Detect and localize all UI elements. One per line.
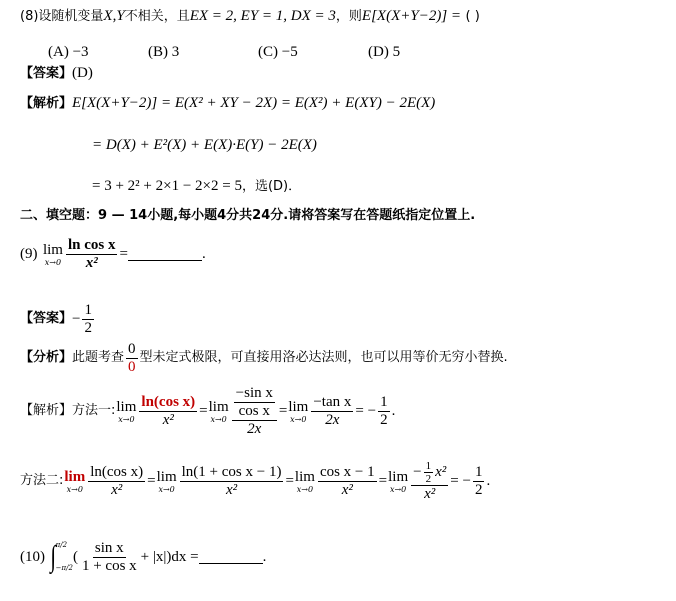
q8-derivation-1: E[X(X+Y−2)] = E(X² + XY − 2X) = E(X²) + E(XY) − 2E(X) (72, 95, 436, 111)
q9-m1-result-den: 2 (380, 411, 388, 428)
q10-lower-limit: −π/2 (55, 564, 73, 572)
q10-dot: . (262, 549, 267, 565)
q9-fenxi-post: 型未定式极限，可直接用洛必达法则，也可以用等价无穷小替换. (139, 350, 508, 365)
q9-fenxi-fraction (126, 341, 138, 376)
q9-m1-frac-1-den: x² (162, 411, 174, 428)
q10-plus-abs: + |x|)dx = (140, 549, 199, 565)
q9-m1-frac-1-num: ln(cos x) (141, 393, 196, 410)
q9-m2-frac-4-den: x² (424, 485, 436, 502)
q10-open-paren: ( (72, 549, 78, 565)
q10-integral (49, 541, 73, 573)
q9-m1-result-sign: = − (355, 403, 377, 419)
q9-m2-result-sign: = − (450, 473, 471, 489)
q8-derivation-2: = D(X) + E²(X) + E(X)·E(Y) − 2E(X) (92, 137, 317, 153)
q9-m1-result-num: 1 (380, 393, 388, 410)
q8-paren: ( ) (465, 9, 480, 24)
q9-m1-frac-1 (139, 394, 197, 429)
q9-m1-frac-3-den: 2x (325, 411, 340, 428)
q9-lim-sub: x→0 (44, 257, 62, 267)
q9-answer (20, 298, 96, 340)
q9-fenxi-pre: 此题考查 (72, 350, 125, 365)
q9-m2-frac-2-num: ln(1 + cos x − 1) (181, 463, 282, 480)
q8-expr: E[X(X+Y−2)] = (361, 8, 462, 24)
q9-m2-lim-2: lim x→0 (156, 468, 177, 494)
q9-method-1-label: 【解析】方法一: (20, 403, 116, 418)
q9-m2-frac-3-num: cos x − 1 (319, 463, 375, 480)
question-9-stem (20, 234, 206, 274)
q10-fraction (80, 540, 139, 575)
q9-m1-frac-2-num-top: −sin x (235, 384, 273, 401)
q9-m2-frac-3 (318, 464, 377, 499)
question-8-stem (20, 6, 480, 27)
q9-m2-frac-4-num (411, 460, 448, 486)
q9-m1-lim-2: lim x→0 (208, 398, 229, 424)
q9-denominator: x² (85, 254, 98, 271)
q9-m1-lim-3: lim x→0 (288, 398, 309, 424)
q8-stem-suffix: ，则 (335, 9, 362, 24)
q8-analysis-label: 【解析】 (20, 96, 73, 111)
q8-option-b: (B) 3 (148, 44, 180, 60)
q9-numerator: ln cos x (67, 236, 116, 253)
q8-option-d: (D) 5 (368, 44, 401, 60)
q10-number: (10) (20, 549, 45, 565)
q8-derivation-3-math: = 3 + 2² + 2×1 − 2×2 = 5 (92, 178, 242, 194)
q9-method-2: 方法二: lim x→0 $\frac{\text{ln(cos x)}}{\text{x²}}$ = lim x→0 $\frac{\text{ln(1 + cos x − 1)}}{\text{x²}}$ = lim x→0 $\frac{\text{cos x − 1}}{\text{x²}}$ = lim x→0 − $\frac{1}{2}$ x² x² = − $\frac{1}{2}$ . (20, 459, 491, 502)
q9-m2-frac-2-den: x² (225, 481, 238, 498)
q9-m2-result-num: 1 (474, 463, 483, 480)
q8-vars: X,Y (103, 8, 125, 24)
q9-method-2-label: 方法二: (20, 473, 64, 488)
q9-m2-half-den: 2 (425, 472, 432, 485)
q9-m1-lim-1: lim x→0 (116, 398, 137, 424)
q9-m1-frac-2-den: 2x (247, 420, 262, 437)
q9-answer-sign: − (72, 311, 81, 327)
q9-m1-frac-2 (232, 385, 277, 438)
q9-m2-lim-1: lim x→0 (64, 468, 86, 494)
q8-option-a: (A) −3 (48, 44, 89, 60)
q9-m1-frac-3 (311, 394, 353, 429)
q9-m2-lim-4: lim x→0 (388, 468, 409, 494)
q9-answer-fraction (82, 302, 94, 337)
q8-stem-mid: 不相关，且 (124, 9, 190, 24)
section-2-heading: 二、填空题：9 — 14小题,每小题4分共24分.请将答案写在答题纸指定位置上. (20, 208, 476, 223)
q9-m2-frac-4 (411, 460, 448, 503)
q9-answer-den: 2 (84, 319, 92, 336)
q9-m2-frac-1-num: ln(cos x) (90, 463, 144, 480)
q9-lim-word: lim (42, 241, 63, 258)
q8-derivation-3 (92, 176, 301, 197)
q9-m1-frac-2-num (232, 385, 277, 421)
q8-option-c: (C) −5 (258, 44, 298, 60)
q8-answer-label: 【答案】 (20, 66, 73, 81)
q9-equals: = (119, 246, 128, 262)
q9-answer-label: 【答案】 (20, 311, 73, 326)
q9-m1-frac-2-num-bot: cos x (238, 402, 270, 419)
q8-answer (20, 63, 93, 84)
q9-method-1: 【解析】方法一: lim x→0 $\frac{\text{ln(cos x)}}{\text{x²}}$ = lim x→0 −sin x cos x 2x = lim x→0 $\frac{\text{−tan x}}{2x}$ = − $\frac{1}{2}$ . (20, 384, 396, 437)
q10-numerator: sin x (94, 539, 124, 556)
q9-m2-result-den: 2 (474, 481, 483, 498)
q9-limit (43, 242, 63, 267)
q10-upper-limit: π/2 (55, 541, 68, 549)
q9-m2-half (424, 460, 434, 485)
q8-analysis-line-1 (20, 93, 435, 114)
q10-denominator: 1 + cos x (81, 557, 137, 574)
question-10 (20, 535, 266, 579)
q9-number: (9) (20, 246, 38, 262)
q9-m2-frac-2 (180, 464, 284, 499)
q9-m2-frac-4-num-sign: − (413, 463, 422, 480)
q9-m2-frac-4-num-x: x² (435, 463, 447, 480)
q10-answer-blank (199, 551, 263, 564)
q9-fenxi-den: 0 (128, 358, 136, 375)
q9-fenxi-label: 【分析】 (20, 350, 73, 365)
q9-dot: . (201, 246, 206, 262)
integral-sign-icon: ∫ (50, 540, 57, 573)
q9-m2-result (473, 464, 485, 499)
q9-m2-frac-3-den: x² (341, 481, 353, 498)
q9-answer-num: 1 (84, 301, 92, 318)
q9-m1-result (378, 394, 390, 429)
q9-answer-blank (128, 248, 202, 261)
q9-m2-frac-1-den: x² (111, 481, 123, 498)
q8-stem-prefix: (8)设随机变量 (20, 9, 104, 24)
q10-integral-limits (56, 541, 73, 573)
q9-m2-half-num: 1 (425, 459, 432, 472)
q9-fraction (66, 237, 118, 272)
q8-derivation-3-text: ，选(D)． (241, 179, 302, 194)
q9-m2-lim-3: lim x→0 (294, 468, 315, 494)
q9-fenxi-num: 0 (128, 340, 136, 357)
q9-m1-frac-3-num: −tan x (313, 393, 352, 410)
q8-given: EX = 2, EY = 1, DX = 3 (189, 8, 336, 24)
q9-m2-frac-1 (88, 464, 145, 499)
q8-answer-value: (D) (72, 65, 93, 81)
q9-fenxi (20, 338, 508, 378)
